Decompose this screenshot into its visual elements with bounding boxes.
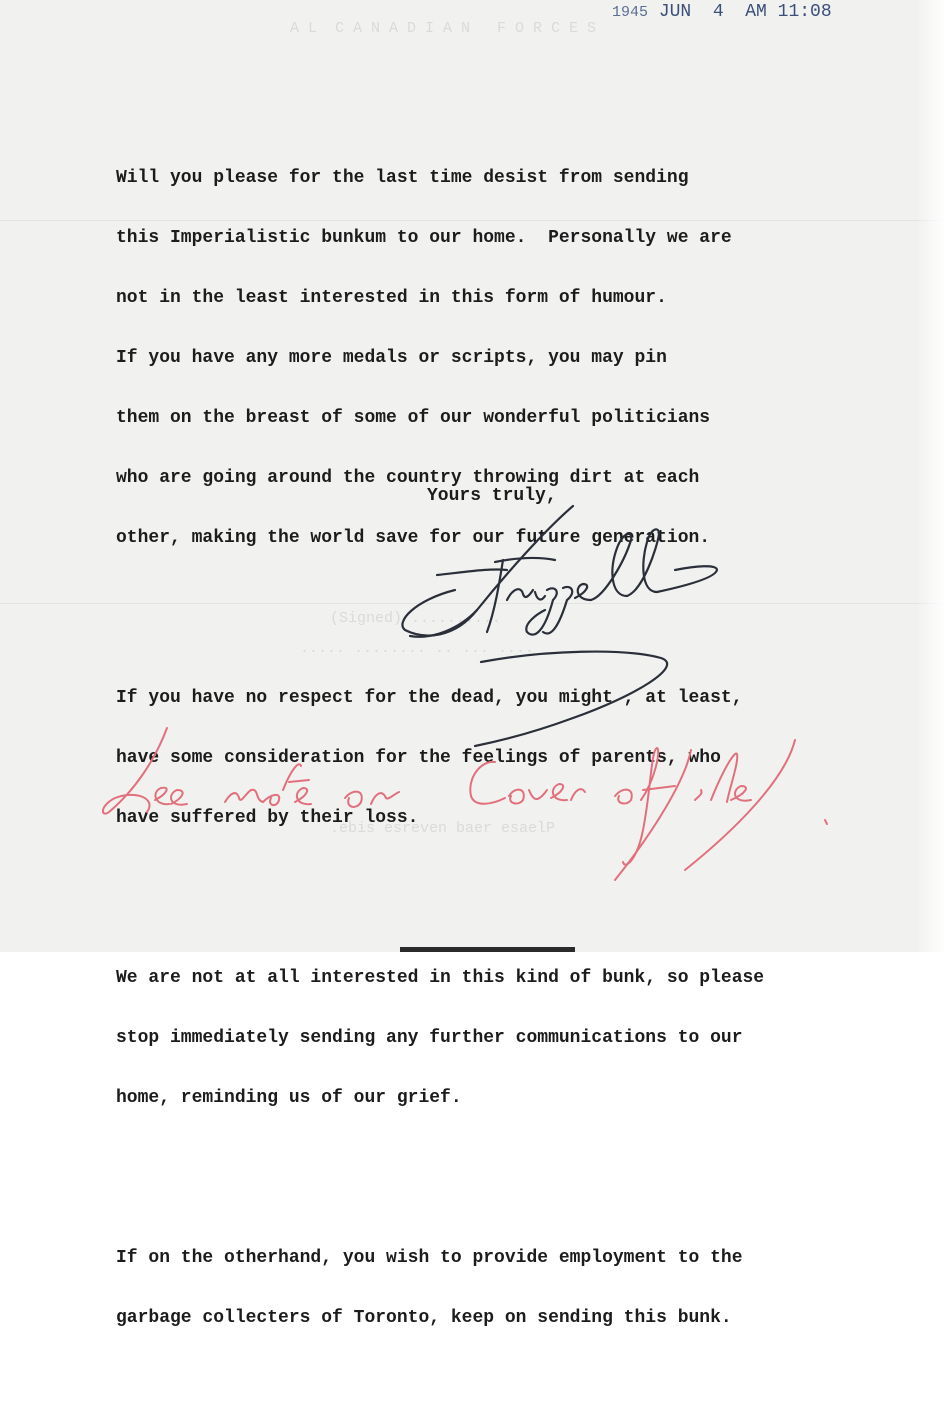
text-line: this Imperialistic bunkum to our home. Personally we are [116,228,732,248]
stamp-year: 1945 [612,4,649,21]
text-line: We are not at all interested in this kind of bunk, so please [116,968,765,988]
signature [395,500,735,750]
paragraph-3 [116,928,764,1148]
text-line: If you have any more medals or scripts, you may pin [116,348,667,368]
stamp-date-time: JUN 4 AM 11:08 [648,2,832,22]
bottom-edge-mark [400,947,575,952]
page-edge-shadow [916,0,944,952]
text-line: Will you please for the last time desist from sending [116,168,689,188]
text-line: stop immediately sending any further communications to our [116,1028,743,1048]
bleed-through-text: .ebis esreven baer esaelP [330,820,556,837]
bleed-through-text: (Signed) .......... [330,610,502,627]
closing-line: Yours truly, [427,486,557,506]
text-line: If you have no respect for the dead, you might , at least, [116,688,743,708]
handwritten-note [95,720,835,900]
text-line: have suffered by their loss. [116,808,419,828]
text-line: garbage collecters of Toronto, keep on sending this bunk. [116,1308,732,1328]
text-line: other, making the world save for our future generation. [116,528,711,548]
text-line: home, reminding us of our grief. [116,1088,462,1108]
text-line: not in the least interested in this form of humour. [116,288,667,308]
bleed-through-text: ..... ........ .. ... .... [300,640,535,657]
received-date-stamp [612,2,832,22]
text-line: have some consideration for the feelings of parents, who [116,748,721,768]
bleed-through-text: A L C A N A D I A N F O R C E S [290,20,597,37]
text-line: who are going around the country throwing dirt at each [116,468,700,488]
text-line: them on the breast of some of our wonderful politicians [116,408,711,428]
text-line: If on the otherhand, you wish to provide employment to the [116,1248,743,1268]
paragraph-4 [116,1208,764,1368]
